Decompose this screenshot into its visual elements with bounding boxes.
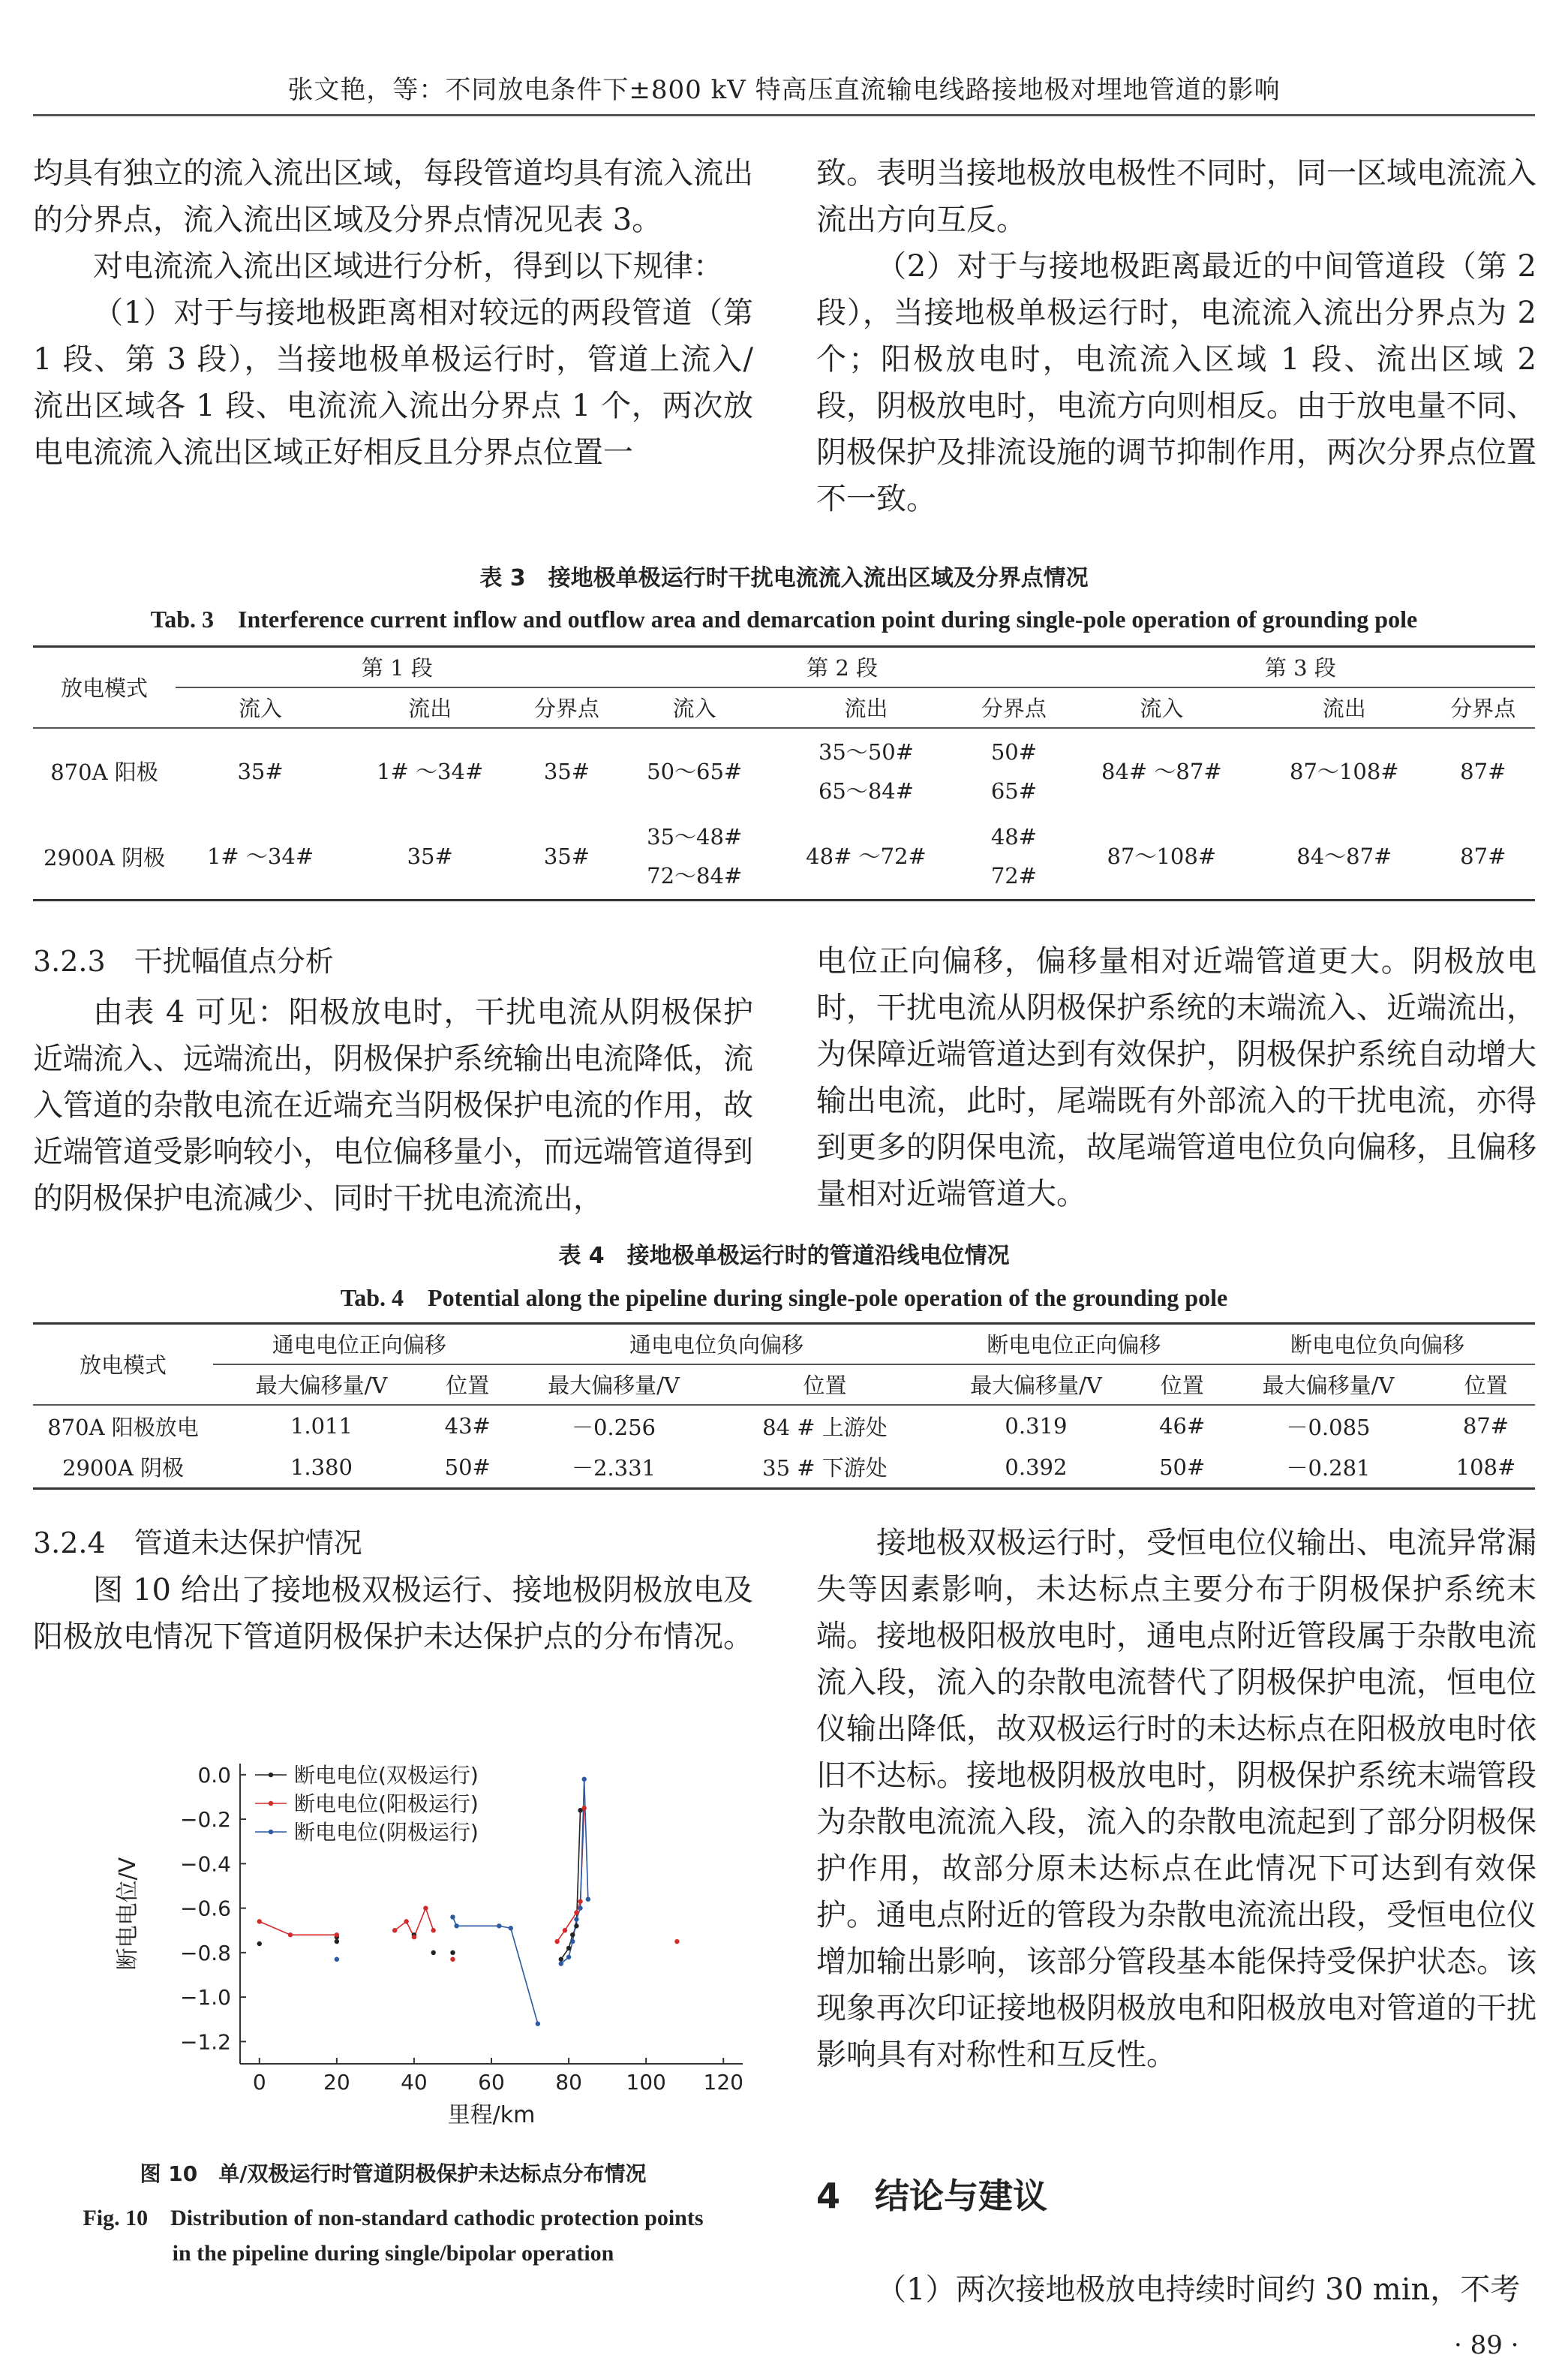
- table-cell: 35#: [345, 814, 515, 901]
- sec324-left-paragraph: 图 10 给出了接地极双极运行、接地极阴极放电及阳极放电情况下管道阴极保护未达保护点的分布情况。: [33, 1573, 753, 1654]
- data-point: [581, 1806, 586, 1810]
- paragraph: （1）对于与接地极距离相对较远的两段管道（第 1 段、第 3 段），当接地极单极运行时，管道上流入/流出区域各 1 段、电流流入流出分界点 1 个，两次放电电流流入流出区域正好相反且分界点位置一: [33, 296, 753, 470]
- table4-caption-cn: 表 4 接地极单极运行时的管道沿线电位情况: [558, 1243, 1010, 1269]
- table-cell: 35#: [515, 728, 618, 814]
- legend-marker: [269, 1801, 273, 1806]
- table-header-cell: 放电模式: [33, 647, 176, 728]
- data-point: [335, 1932, 339, 1937]
- running-header: 张文艳，等：不同放电条件下±800 kV 特高压直流输电线路接地极对埋地管道的影响: [287, 75, 1281, 105]
- x-tick-label: 0: [252, 2070, 266, 2095]
- table-cell: －0.281: [1220, 1447, 1437, 1489]
- table-cell: 35#: [515, 814, 618, 901]
- table-row: [33, 1447, 1535, 1489]
- series-segment: [511, 1928, 538, 2023]
- x-tick-label: 40: [401, 2070, 428, 2095]
- table-cell: 1.380: [213, 1447, 430, 1489]
- table-cell: 50～65#: [619, 728, 770, 814]
- sec323-left-paragraph: 由表 4 可见：阳极放电时，干扰电流从阴极保护近端流入、远端流出，阴极保护系统输出电流降低，流入管道的杂散电流在近端充当阴极保护电流的作用，故近端管道受影响较小，电位偏移量小，而远端管道得到的阴极保护电流减少、同时干扰电流流出，: [33, 995, 753, 1216]
- data-point: [566, 1955, 571, 1959]
- table-header-cell: 第 3 段: [1066, 647, 1535, 687]
- sec323-right-paragraph: 电位正向偏移，偏移量相对近端管道更大。阴极放电时，干扰电流从阴极保护系统的末端流入、近端流出，为保障近端管道达到有效保护，阴极保护系统自动增大输出电流，此时，尾端既有外部流入的干扰电流，亦得到更多的阴保电流，故尾端管道电位负向偏移，且偏移量相对近端管道大。: [816, 944, 1536, 1211]
- table-cell: 35#: [176, 728, 345, 814]
- data-point: [454, 1923, 458, 1928]
- data-point: [509, 1926, 513, 1930]
- table-header-cell: 最大偏移量/V: [255, 1373, 388, 1398]
- table-cell: 50#: [1144, 1447, 1220, 1489]
- data-point: [335, 1957, 339, 1962]
- table-header-cell: 流入: [239, 696, 283, 721]
- x-tick-label: 100: [626, 2070, 666, 2095]
- table-cell: 87#: [1437, 1405, 1535, 1447]
- table-cell: －2.331: [506, 1447, 722, 1489]
- table-header-cell: 位置: [803, 1373, 847, 1398]
- y-tick-label: 0.0: [197, 1762, 231, 1788]
- sec4-paragraph: （1）两次接地极放电持续时间约 30 min，不考: [876, 2272, 1521, 2307]
- table-cell: 1# ～34#: [176, 814, 345, 901]
- data-point: [450, 1950, 455, 1955]
- table-header-cell: 放电模式: [33, 1324, 213, 1405]
- figure10-caption-en-2: in the pipeline during single/bipolar operation: [172, 2241, 614, 2266]
- series-segment: [581, 1779, 584, 1908]
- table-row: [33, 1405, 1535, 1447]
- legend-label: 断电电位(阳极运行): [294, 1791, 479, 1816]
- table4: [33, 1322, 1535, 1490]
- top-right-column: [816, 150, 1536, 522]
- top-left-column: [33, 150, 753, 476]
- sec4-heading: 4 结论与建议: [816, 2176, 1048, 2216]
- series-segment: [414, 1908, 425, 1938]
- data-point: [392, 1928, 397, 1932]
- table3: [33, 645, 1535, 901]
- table-cell: 870A 阳极放电: [33, 1405, 213, 1447]
- table-header-cell: 最大偏移量/V: [548, 1373, 680, 1398]
- data-point: [574, 1917, 578, 1921]
- x-tick-label: 80: [555, 2070, 582, 2095]
- paragraph: 接地极双极运行时，受恒电位仪输出、电流异常漏失等因素影响，未达标点主要分布于阴极保护系统末端。接地极阳极放电时，通电点附近管段属于杂散电流流入段，流入的杂散电流替代了阴极保护电流，恒电位仪输出降低，故双极运行时的未达标点在阳极放电时依旧不达标。接地极阴极放电时，阴极保护系统末端管段为杂散电流流入段，流入的杂散电流起到了部分阴极保护作用，故部分原未达标点在此情况下可达到有效保护。通电点附近的管段为杂散电流流出段，受恒电位仪增加输出影响，该部分管段基本能保持受保护状态。该现象再次印证接地极阴极放电和阳极放电对管道的干扰影响具有对称性和互反性。: [816, 1526, 1536, 2072]
- table-cell: －0.085: [1220, 1405, 1437, 1447]
- table-cell: 35～50# 65～84#: [770, 728, 962, 814]
- data-point: [570, 1932, 575, 1937]
- table-row: [33, 728, 1535, 814]
- legend-label: 断电电位(双极运行): [294, 1763, 479, 1788]
- table-cell: －0.256: [506, 1405, 722, 1447]
- y-tick-label: −0.4: [180, 1851, 231, 1877]
- table-header-cell: 断电电位负向偏移: [1220, 1324, 1535, 1364]
- table-cell: 0.319: [927, 1405, 1144, 1447]
- y-tick-label: −0.2: [180, 1807, 231, 1833]
- table-header-cell: 流出: [408, 696, 452, 721]
- page-number: · 89 ·: [1454, 2330, 1519, 2360]
- table-cell: 1# ～34#: [345, 728, 515, 814]
- table-header-cell: 通电电位负向偏移: [506, 1324, 928, 1364]
- table-header-cell: 分界点: [533, 696, 599, 721]
- table-cell: 35～48# 72～84#: [619, 814, 770, 901]
- table-cell: 35 # 下游处: [722, 1447, 927, 1489]
- y-tick-label: −1.2: [180, 2029, 231, 2055]
- sec324-heading: 3.2.4 管道未达保护情况: [33, 1526, 362, 1559]
- table-cell: 87#: [1431, 728, 1535, 814]
- data-point: [450, 1957, 455, 1962]
- data-point: [257, 1941, 262, 1946]
- table-cell: 87#: [1431, 814, 1535, 901]
- series-segment: [572, 1919, 576, 1941]
- data-point: [450, 1914, 455, 1919]
- y-tick-label: −0.6: [180, 1896, 231, 1921]
- table-header-cell: 位置: [1464, 1373, 1508, 1398]
- table-cell: 2900A 阴极: [33, 814, 176, 901]
- data-point: [335, 1939, 339, 1944]
- table-header-cell: 最大偏移量/V: [1262, 1373, 1395, 1398]
- table3-caption-cn: 表 3 接地极单极运行时干扰电流流入流出区域及分界点情况: [479, 565, 1089, 591]
- data-point: [423, 1905, 428, 1910]
- data-point: [581, 1777, 586, 1782]
- table-header-cell: 分界点: [1450, 696, 1516, 721]
- table-cell: 1.011: [213, 1405, 430, 1447]
- table-header-cell: 位置: [446, 1373, 490, 1398]
- table-header-cell: 位置: [1160, 1373, 1204, 1398]
- legend-marker: [269, 1773, 273, 1777]
- data-point: [578, 1899, 582, 1904]
- data-point: [578, 1905, 582, 1910]
- x-tick-label: 120: [703, 2070, 743, 2095]
- data-point: [674, 1939, 679, 1944]
- table3-caption-en: Tab. 3 Interference current inflow and outflow area and demarcation point during single-pole operation of grounding pole: [150, 606, 1418, 633]
- table-row: [33, 814, 1535, 901]
- data-point: [536, 2021, 540, 2026]
- data-point: [554, 1939, 559, 1944]
- paragraph: 致。表明当接地极放电极性不同时，同一区域电流流入流出方向互反。: [816, 156, 1536, 237]
- sec324-right-column: [816, 1520, 1536, 2078]
- table-cell: 108#: [1437, 1447, 1535, 1489]
- paragraph: （2）对于与接地极距离最近的中间管道段（第 2 段），当接地极单极运行时，电流流入流出分界点为 2 个；阳极放电时，电流流入区域 1 段、流出区域 2 段，阴极放电时，电流方向则相反。由于放电量不同、阴极保护及排流设施的调节抑制作用，两次分界点位置不一致。: [816, 249, 1536, 516]
- table-header-row: [33, 647, 1535, 687]
- figure10-caption-en-1: Fig. 10 Distribution of non-standard cathodic protection points: [83, 2206, 704, 2230]
- table-cell: 50#: [430, 1447, 506, 1489]
- data-point: [431, 1950, 435, 1955]
- table-header-cell: 通电电位正向偏移: [213, 1324, 506, 1364]
- data-point: [559, 1957, 563, 1962]
- table-header-cell: 断电电位正向偏移: [927, 1324, 1220, 1364]
- table4-caption-en: Tab. 4 Potential along the pipeline during single-pole operation of the grounding pole: [340, 1284, 1228, 1311]
- table-cell: 87～108#: [1066, 814, 1257, 901]
- table-header-row: [33, 1324, 1535, 1364]
- table-cell: 84 # 上游处: [722, 1405, 927, 1447]
- chart-legend: [255, 1763, 479, 1845]
- data-point: [574, 1923, 578, 1928]
- legend-label: 断电电位(阴极运行): [294, 1820, 479, 1845]
- table-cell: 84# ～87#: [1066, 728, 1257, 814]
- data-point: [497, 1923, 501, 1928]
- sec323-heading: 3.2.3 干扰幅值点分析: [33, 945, 334, 978]
- table-cell: 870A 阳极: [33, 728, 176, 814]
- table-header-cell: 分界点: [981, 696, 1047, 721]
- table-header-cell: 流入: [672, 696, 716, 721]
- y-tick-label: −0.8: [180, 1940, 231, 1965]
- x-axis-label: 里程/km: [447, 2102, 536, 2128]
- header-rule: [33, 114, 1535, 116]
- table-cell: 48# ～72#: [770, 814, 962, 901]
- table-cell: 50# 65#: [962, 728, 1065, 814]
- table-header-cell: 第 2 段: [619, 647, 1066, 687]
- series-segment: [425, 1908, 433, 1931]
- figure10-chart: [113, 1749, 758, 2146]
- data-point: [559, 1961, 563, 1965]
- data-point: [586, 1897, 590, 1902]
- table-header-cell: 流出: [844, 696, 888, 721]
- data-point: [404, 1919, 408, 1923]
- x-tick-label: 20: [323, 2070, 350, 2095]
- y-tick-label: −1.0: [180, 1985, 231, 2011]
- table-cell: 2900A 阴极: [33, 1447, 213, 1489]
- data-point: [570, 1939, 575, 1944]
- table-cell: 0.392: [927, 1447, 1144, 1489]
- chart-axes: [115, 1763, 743, 2128]
- table-cell: 48# 72#: [962, 814, 1065, 901]
- data-point: [431, 1928, 435, 1932]
- data-point: [412, 1935, 416, 1939]
- y-axis-label: 断电电位/V: [115, 1857, 141, 1971]
- series-segment: [260, 1921, 290, 1935]
- table-header-row: [33, 1364, 1535, 1405]
- table-cell: 46#: [1144, 1405, 1220, 1447]
- table-cell: 43#: [430, 1405, 506, 1447]
- table-header-cell: 最大偏移量/V: [970, 1373, 1102, 1398]
- paragraph: 均具有独立的流入流出区域，每段管道均具有流入流出的分界点，流入流出区域及分界点情况见表 3。: [33, 156, 753, 237]
- figure10-caption-cn: 图 10 单/双极运行时管道阴极保护未达标点分布情况: [140, 2161, 647, 2186]
- table-cell: 87～108#: [1257, 728, 1431, 814]
- x-tick-label: 60: [478, 2070, 505, 2095]
- table-header-row: [33, 687, 1535, 728]
- table-cell: 84～87#: [1257, 814, 1431, 901]
- data-point: [574, 1910, 578, 1914]
- series-segment: [584, 1779, 588, 1899]
- table-header-cell: 流入: [1140, 696, 1184, 721]
- data-point: [288, 1932, 293, 1937]
- data-point: [566, 1946, 571, 1950]
- table-header-cell: 第 1 段: [176, 647, 619, 687]
- legend-marker: [269, 1830, 273, 1834]
- data-point: [257, 1919, 262, 1923]
- table-header-cell: 流出: [1322, 696, 1366, 721]
- paragraph: 对电流流入流出区域进行分析，得到以下规律：: [93, 249, 723, 284]
- data-point: [563, 1928, 567, 1932]
